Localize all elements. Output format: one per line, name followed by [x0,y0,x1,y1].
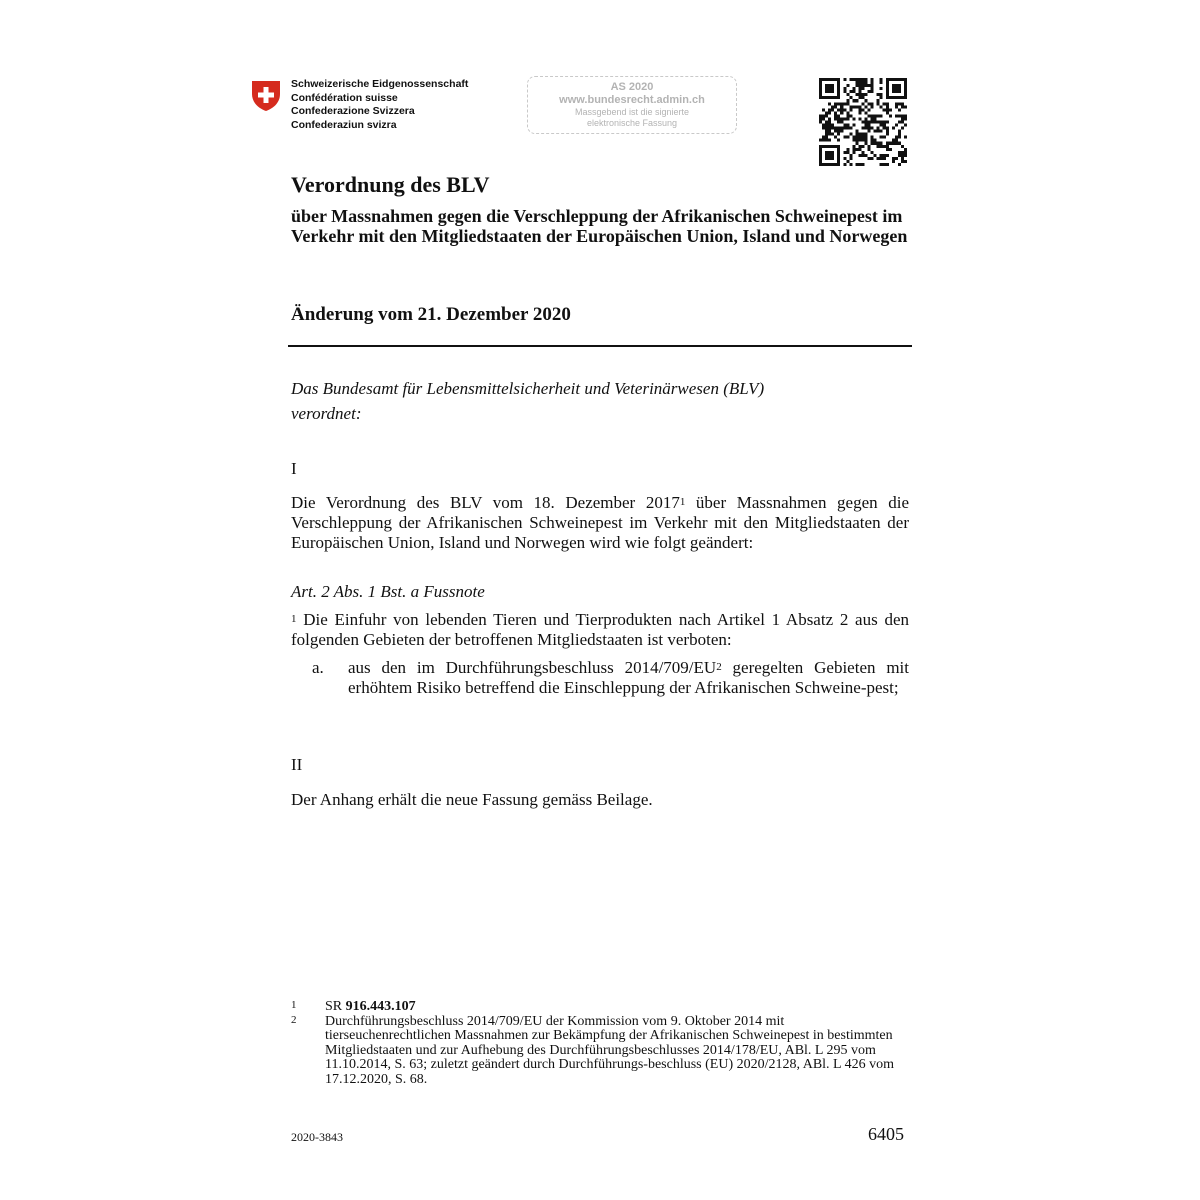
qr-code-icon [819,78,907,166]
footnote-number: 1 [291,999,297,1011]
document-subtitle: über Massnahmen gegen die Verschleppung der Afrikanischen Schweinepest im Verkehr mit den Mitgliedstaaten der Europäischen Union, Island und Norwegen [291,206,908,246]
document-title: Verordnung des BLV [291,172,490,197]
para1-text-after: über Massnahmen gegen die Verschleppung der Afrikanischen Schweinepest im Verkehr mit den Mitgliedstaaten der Europäischen Union, Island und Norwegen wird wie folgt geändert: [291,493,910,552]
footnote-2 [291,1015,911,1088]
page-number: 6405 [868,1124,904,1144]
list-item-text [348,658,909,698]
preamble-verb: verordnet: [291,404,362,423]
para2-text: Die Einfuhr von lebenden Tieren und Tierprodukten nach Artikel 1 Absatz 2 aus den folgenden Gebieten der betroffenen Mitgliedstaaten ist verboten: [291,610,909,649]
footnote-prefix: SR [325,999,346,1014]
section-heading-2: II [291,755,303,774]
swiss-emblem-icon [251,80,281,112]
paragraph-annex: Der Anhang erhält die neue Fassung gemäss Beilage. [291,790,653,809]
as-website: www.bundesrecht.admin.ch [559,94,705,106]
org-line-it: Confederazione Svizzera [291,105,415,117]
org-line-de: Schweizerische Eidgenossenschaft [291,78,469,90]
org-line-fr: Confédération suisse [291,91,398,104]
as-year: AS 2020 [610,81,654,93]
footnote-text: Durchführungsbeschluss 2014/709/EU der Kommission vom 9. Oktober 2014 mit tierseuchenrechtlichen Massnahmen zur Bekämpfung der Afrikanischen Schweinepest in bestimmten Mitgliedstaaten und zur Aufhebung des Durchführungsbeschlusses 2014/178/EU, ABl. L 295 vom 11.10.2014, S. 63; zuletzt geändert durch Durchführungs-beschluss (EU) 2020/2128, ABl. L 426 vom 17.12.2020, S. 68. [325,1013,894,1087]
list-text-before: aus den im Durchführungsbeschluss 2014/709/EU [348,658,717,677]
as-note-2: elektronische Fassung [586,118,678,128]
document-id: 2020-3843 [291,1130,343,1144]
footnote-ref-1: 1 [679,496,686,508]
preamble-authority: Das Bundesamt für Lebensmittelsicherheit und Veterinärwesen (BLV) [291,379,765,398]
list-marker: a. [312,658,324,677]
footnote-ref-2: 2 [716,661,722,673]
footnote-1 [291,1000,911,1015]
title-divider [288,345,912,347]
as-note-1: Massgebend ist die signierte [574,107,690,117]
amendment-date: Änderung vom 21. Dezember 2020 [291,304,571,325]
org-line-rm: Confederaziun svizra [291,118,397,131]
paragraph-amendment-intro [291,493,909,553]
official-collection-stamp [527,76,737,134]
section-heading-1: I [291,459,297,478]
confederation-names [291,78,468,132]
footnote-number: 2 [291,1013,297,1026]
footnotes [291,1000,911,1087]
preamble [291,376,911,426]
sr-number: 916.443.107 [345,999,416,1014]
footnote-text [325,1000,911,1015]
list-text-after: geregelten Gebieten mit erhöhtem Risiko betreffend die Einschleppung der Afrikanischen Schweine-pest; [348,658,910,697]
paragraph-import-ban [291,610,909,650]
paragraph-number: 1 [291,613,297,625]
para1-text-before: Die Verordnung des BLV vom 18. Dezember 2017 [291,493,680,512]
article-heading: Art. 2 Abs. 1 Bst. a Fussnote [291,582,485,601]
